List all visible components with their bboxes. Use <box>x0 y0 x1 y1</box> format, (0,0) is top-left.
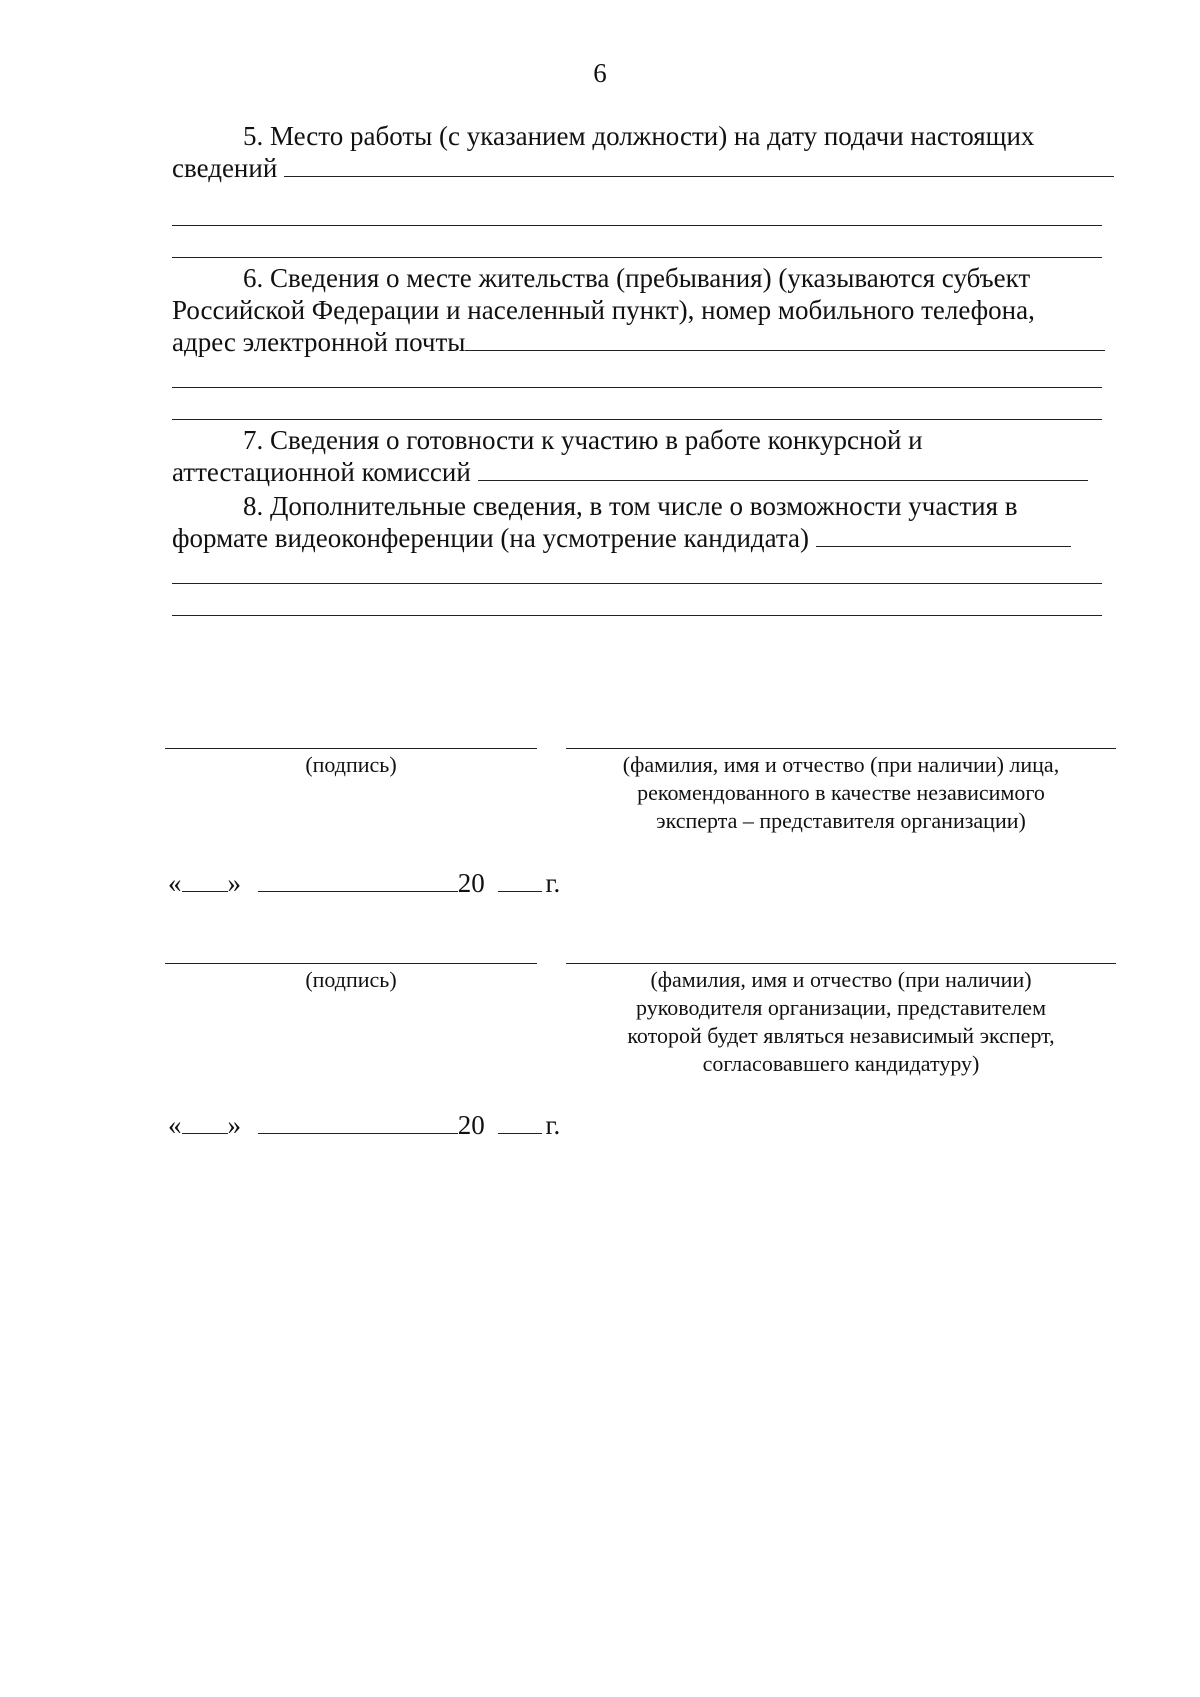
item-5-blank-line[interactable] <box>172 225 1102 226</box>
item-6-text: 6. Сведения о месте жительства (пребывания) (указываются субъект <box>243 263 1031 293</box>
item-8-text: 8. Дополнительные сведения, в том числе о возможности участия в <box>243 491 1018 521</box>
signature-caption: (подпись) <box>305 752 397 777</box>
item-8-blank-line[interactable] <box>172 583 1102 584</box>
item-8-tail: формате видеоконференции (на усмотрение кандидата) <box>172 523 810 553</box>
month-field[interactable] <box>258 1111 458 1134</box>
name-line[interactable] <box>566 748 1116 749</box>
page-number: 6 <box>593 58 607 88</box>
signature-caption: (подпись) <box>305 967 397 992</box>
signature-line[interactable] <box>165 748 537 749</box>
item-6-text-line2: Российской Федерации и населенный пункт), номер мобильного телефона, <box>172 295 1035 325</box>
item-5 <box>172 120 1118 184</box>
item-5-tail: сведений <box>172 153 278 183</box>
item-6-blank-line[interactable] <box>172 419 1102 420</box>
item-6-field[interactable] <box>465 326 1105 351</box>
item-8-blank-line[interactable] <box>172 615 1102 616</box>
item-8 <box>172 490 1118 554</box>
item-6 <box>172 262 1118 358</box>
item-6-tail: адрес электронной почты <box>172 327 466 357</box>
date-row: « » 20 г. <box>168 1110 561 1140</box>
item-6-blank-line[interactable] <box>172 387 1102 388</box>
item-7-text: 7. Сведения о готовности к участию в работе конкурсной и <box>243 425 923 455</box>
item-8-field[interactable] <box>816 522 1071 547</box>
signature-line[interactable] <box>165 963 537 964</box>
item-7 <box>172 424 1118 488</box>
item-5-blank-line[interactable] <box>172 257 1102 258</box>
year-field[interactable] <box>498 869 542 892</box>
year-field[interactable] <box>498 1111 542 1134</box>
item-5-text: 5. Место работы (с указанием должности) на дату подачи настоящих <box>243 121 1035 151</box>
item-5-field[interactable] <box>284 152 1114 177</box>
name-caption: (фамилия, имя и отчество (при наличии) лица, рекомендованного в качестве независимого эксперта – представителя организации) <box>622 752 1060 833</box>
item-7-field[interactable] <box>478 456 1088 481</box>
name-caption: (фамилия, имя и отчество (при наличии) руководителя организации, представителем которой будет являться независимый эксперт, согласовавшего кандидатуру) <box>627 967 1055 1076</box>
name-line[interactable] <box>566 963 1116 964</box>
date-row: « » 20 г. <box>168 868 561 898</box>
item-7-tail: аттестационной комиссий <box>172 457 471 487</box>
day-field[interactable] <box>182 1111 228 1134</box>
day-field[interactable] <box>182 869 228 892</box>
month-field[interactable] <box>258 869 458 892</box>
